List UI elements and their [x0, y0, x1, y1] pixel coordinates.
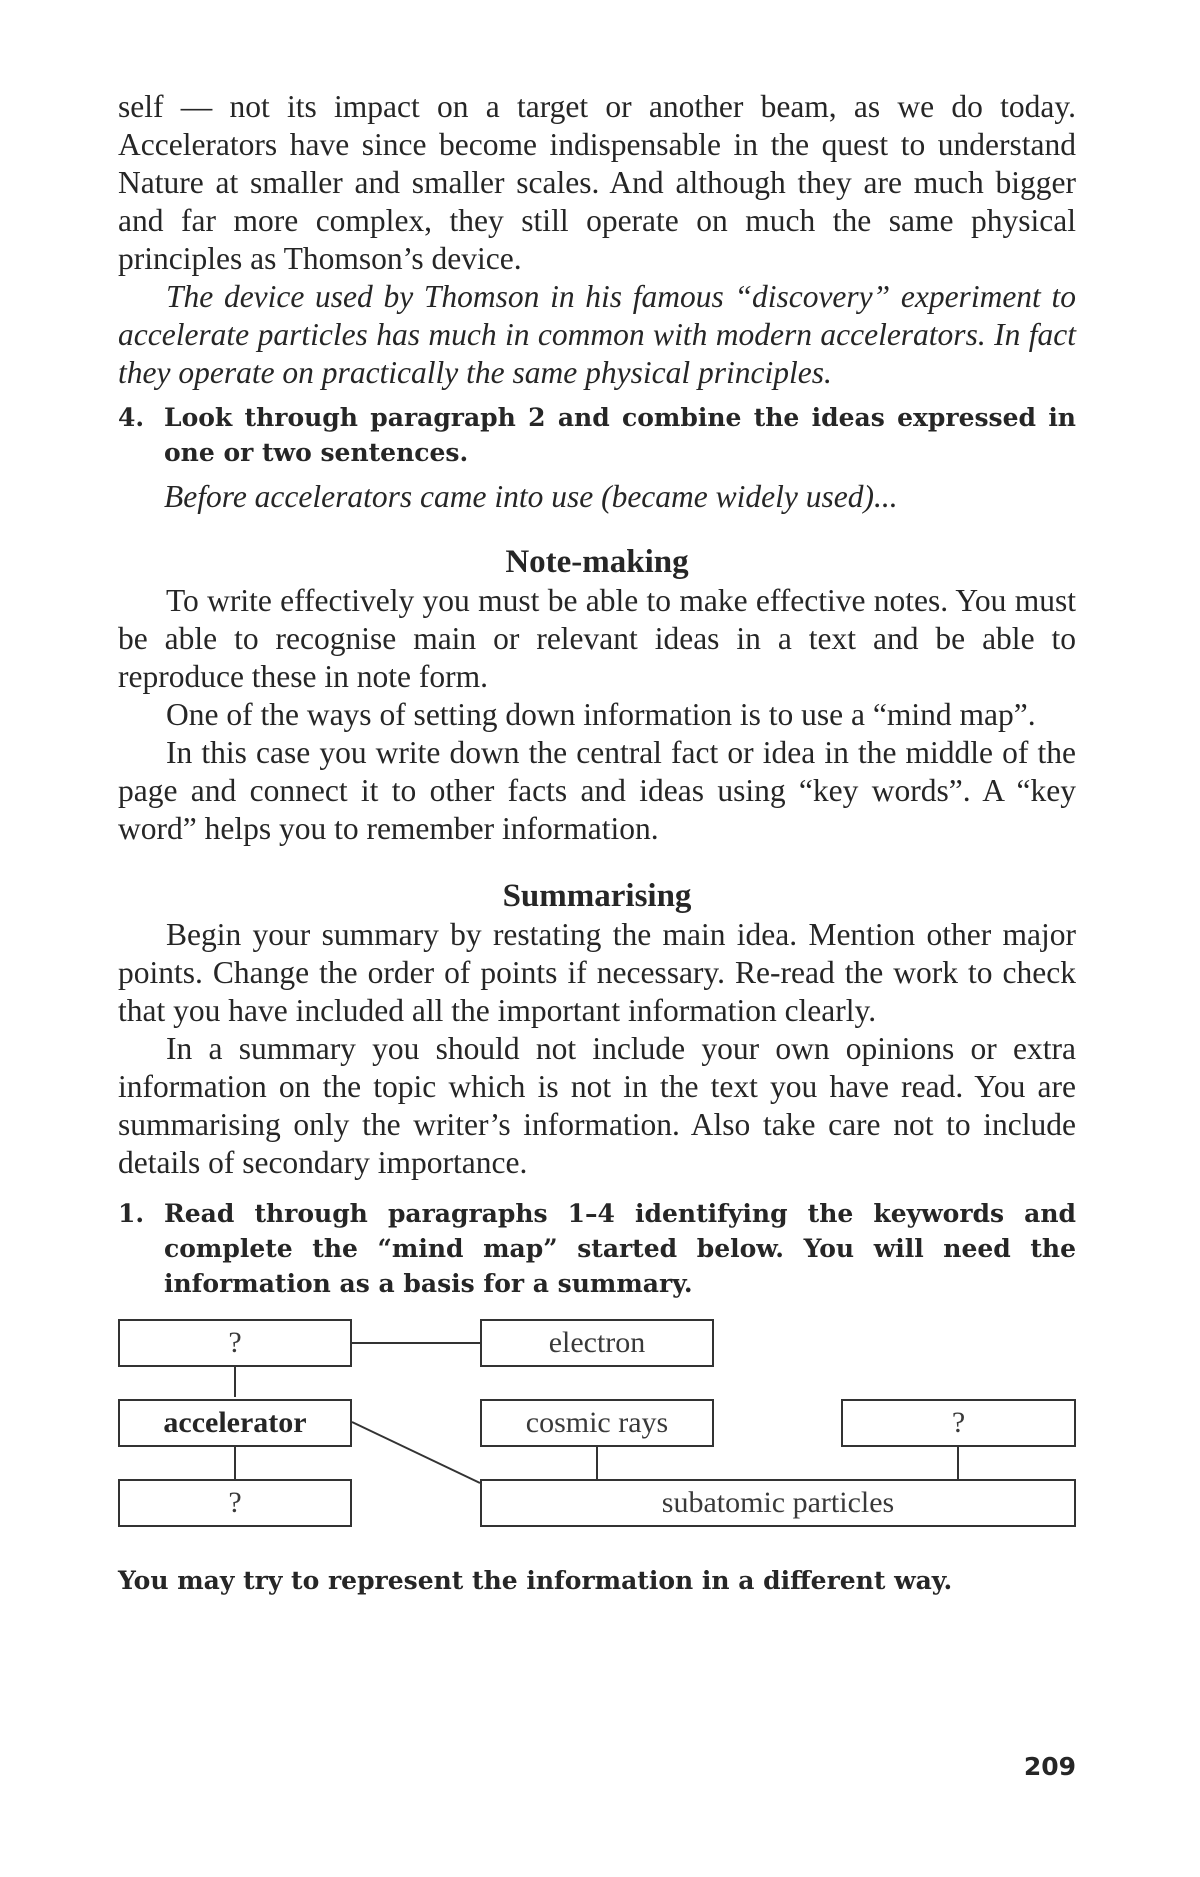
- task-4-example: Before accelerators came into use (became widely used)...: [164, 479, 898, 514]
- example-paragraph: The device used by Thomson in his famous “discovery” experiment to accelerate particles has much in common with modern accelerators. In fact they operate on practically the same physical principles.: [118, 279, 1076, 390]
- mind-map-box-top-left: ?: [118, 1319, 352, 1367]
- footnote: You may try to represent the information in a different way.: [118, 1566, 953, 1595]
- note-making-paragraph: To write effectively you must be able to make effective notes. You must be able to recognise main or relevant ideas in a text and be able to reproduce these in note form.: [118, 583, 1076, 694]
- mind-map-box-accelerator: accelerator: [118, 1399, 352, 1447]
- textbook-page: [118, 88, 1076, 1597]
- task-1-text: Read through paragraphs 1–4 identifying the keywords and complete the “mind map” started below. You will need the information as a basis for a summary.: [164, 1199, 1076, 1298]
- summarising-paragraph: In a summary you should not include your own opinions or extra information on the topic which is not in the text you have read. You are summarising only the writer’s information. Also take care not to include details of secondary importance.: [118, 1031, 1076, 1180]
- summarising-heading: Summarising: [502, 878, 692, 914]
- intro-paragraph: self — not its impact on a target or another beam, as we do today. Accelerators have since become indispensable in the quest to understand Nature at smaller and smaller scales. And although they are much bigger and far more complex, they still operate on much the same physical principles as Thomson’s device.: [118, 89, 1076, 276]
- summarising-paragraph: Begin your summary by restating the main idea. Mention other major points. Change the order of points if necessary. Re-read the work to check that you have included all the important information clearly.: [118, 917, 1076, 1028]
- mind-map-box-cosmic-rays: cosmic rays: [480, 1399, 714, 1447]
- task-4-text: Look through paragraph 2 and combine the ideas expressed in one or two sentences.: [164, 403, 1076, 467]
- task-4-number: 4.: [118, 403, 145, 432]
- connector-line: [352, 1422, 480, 1483]
- note-making-paragraph: In this case you write down the central fact or idea in the middle of the page and connect it to other facts and ideas using “key words”. A “key word” helps you to remember information.: [118, 735, 1076, 846]
- mind-map: [118, 1319, 1076, 1547]
- page-number: 209: [1023, 1752, 1076, 1781]
- mind-map-box-bottom-left: ?: [118, 1479, 352, 1527]
- mind-map-box-right: ?: [841, 1399, 1076, 1447]
- task-1-number: 1.: [118, 1199, 145, 1228]
- task-4: [118, 400, 1076, 470]
- note-making-heading: Note-making: [505, 544, 689, 580]
- mind-map-box-subatomic-particles: subatomic particles: [480, 1479, 1076, 1527]
- task-1: [118, 1196, 1076, 1301]
- note-making-paragraph: One of the ways of setting down information is to use a “mind map”.: [166, 697, 1036, 732]
- mind-map-box-electron: electron: [480, 1319, 714, 1367]
